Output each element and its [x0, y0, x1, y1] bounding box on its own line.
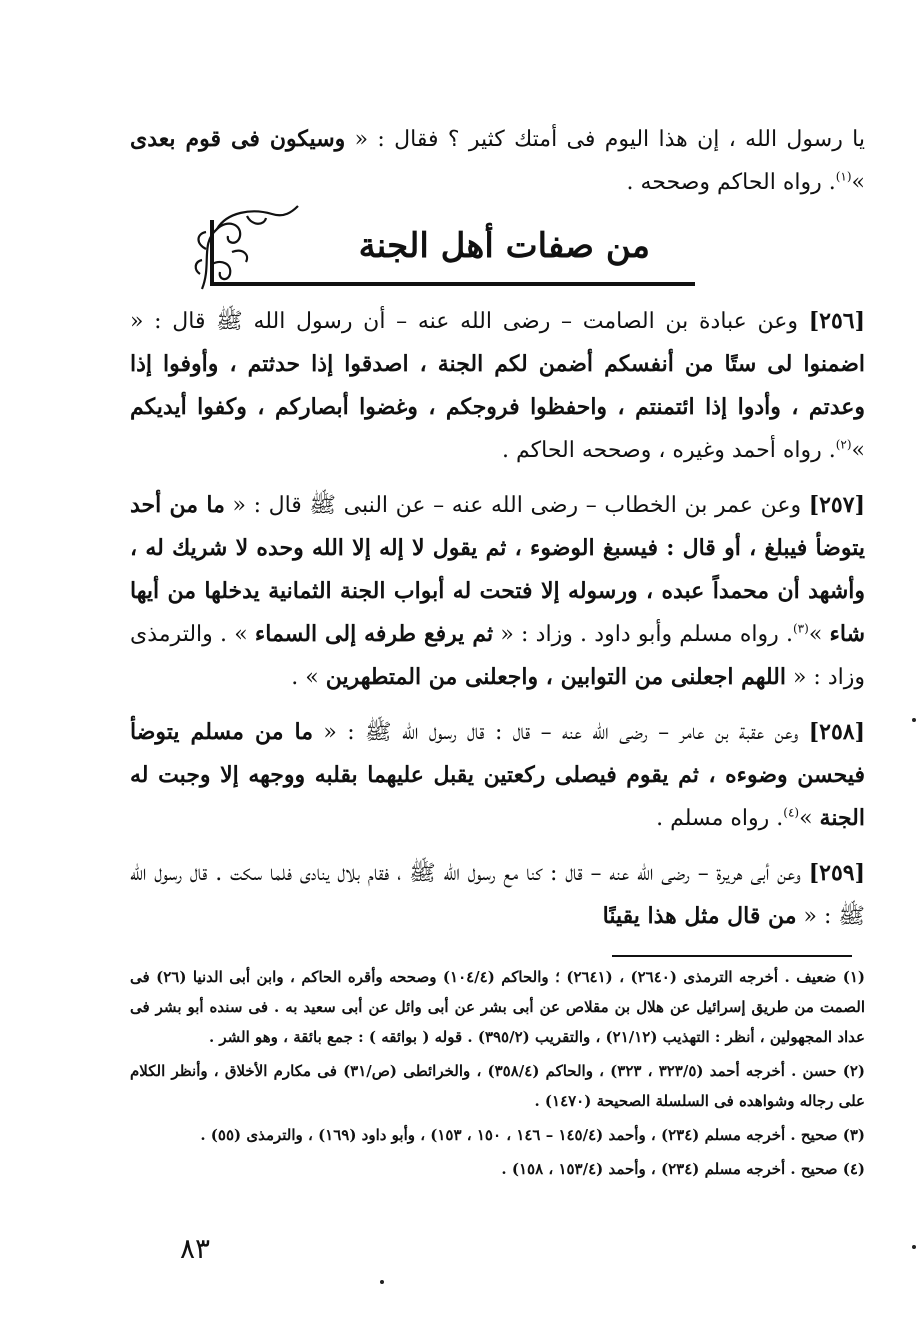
hadith-chain: وعن أبى هريرة – رضى الله عنه – قال : كنا مع رسول الله ﷺ ، فقام بلال ينادى فلما سكت . قال رسول الله ﷺ : « — [130, 861, 865, 929]
footnote-3: (٣) صحيح . أخرجه مسلم (٢٣٤) ، وأحمد (١٤٥/٤ – ١٤٦ ، ١٥٠ ، ١٥٣) ، وأبو داود (١٦٩) ، والترمذى (٥٥) . — [200, 1126, 865, 1144]
hadith-257 — [130, 484, 865, 699]
hadith-259 — [130, 852, 865, 938]
page-number: ٨٣ — [180, 1232, 211, 1265]
footnote-ref-2: (٢) — [835, 437, 852, 452]
footnote-ref-1: (١) — [835, 169, 852, 184]
hadith-chain: وعن عبادة بن الصامت – رضى الله عنه – أن رسول الله ﷺ قال : « — [130, 309, 809, 334]
quote-close: » — [851, 438, 865, 463]
intro-source: . رواه الحاكم وصححه . — [626, 170, 836, 195]
intro-quote-close: » — [851, 170, 865, 195]
section-heading-block — [130, 210, 865, 292]
hadith-text: اضمنوا لى ستًا من أنفسكم أضمن لكم الجنة ، اصدقوا إذا حدثتم ، وأوفوا إذا وعدتم ، وأدوا إذا ائتمنتم ، واحفظوا فروجكم ، وغضوا أبصاركم ، وكفوا أيديكم — [130, 351, 865, 420]
hadith-source: . رواه مسلم وأبو داود . وزاد : « — [493, 622, 793, 647]
footnote-ref-4: (٤) — [783, 805, 800, 820]
scan-speck — [380, 1280, 384, 1284]
scan-speck — [912, 1245, 916, 1249]
hadith-chain: وعن عمر بن الخطاب – رضى الله عنه – عن النبى ﷺ قال : « — [224, 493, 809, 518]
hadith-258 — [130, 711, 865, 840]
quote-close: » . — [291, 665, 326, 690]
scan-speck — [912, 718, 916, 722]
hadith-text: ما من مسلم يتوضأ فيحسن وضوءه ، ثم يقوم فيصلى ركعتين يقبل عليهما بقلبه ووجهه إلا وجبت له الجنة — [130, 719, 865, 831]
hadith-text: ما من أحد يتوضأ فيبلغ ، أو قال : فيسبغ الوضوء ، ثم يقول لا إله إلا الله وحده لا شريك له ، وأشهد أن محمداً عبده ، ورسوله إلا فتحت له أبواب الجنة الثمانية يدخلها من أيها شاء — [130, 492, 865, 647]
hadith-addition: ثم يرفع طرفه إلى السماء — [254, 621, 494, 647]
footnotes — [130, 962, 865, 1188]
footnote-2: (٢) حسن . أخرجه أحمد (٣٢٣/٥ ، ٣٢٣) ، والحاكم (٣٥٨/٤) ، والخرائطى (ص/٣١) فى مكارم الأخلاق ، وأنظر الكلام على رجاله وشواهده فى السلسلة الصحيحة (١٤٧٠) . — [130, 1062, 866, 1110]
quote-close: » — [808, 622, 830, 647]
hadith-number: [٢٥٧] — [808, 492, 865, 518]
hadith-source: . رواه أحمد وغيره ، وصححه الحاكم . — [502, 438, 836, 463]
hadith-addition-2: اللهم اجعلنى من التوابين ، واجعلنى من المتطهرين — [325, 664, 786, 690]
hadith-number: [٢٥٦] — [808, 308, 865, 334]
section-title: من صفات أهل الجنة — [358, 226, 650, 266]
quote-close: » — [799, 806, 820, 831]
footnote-1: (١) ضعيف . أخرجه الترمذى (٢٦٤٠) ، (٢٦٤١) ؛ والحاكم (١٠٤/٤) وصححه وأقره الحاكم ، وابن أبى الدنيا (٢٦) فى الصمت من طريق إسرائيل عن هلال بن مقلاص عن أبى بشر عن أبى وائل عن أبى سعيد به . فى سنده أبو بشر فى عداد المجهولين ، أنظر : التهذيب (٢١/١٢) ، والتقريب (٣٩٥/٢) . قوله ( بوائقه ) : جمع بائقة ، وهو الشر . — [130, 968, 865, 1046]
hadith-256 — [130, 300, 865, 472]
footnote-4: (٤) صحيح . أخرجه مسلم (٢٣٤) ، وأحمد (١٥٣/٤ ، ١٥٨) . — [501, 1160, 865, 1178]
hadith-chain: وعن عقبة بن عامر – رضى الله عنه – قال : قال رسول الله ﷺ : « — [313, 720, 809, 745]
hadith-number: [٢٥٩] — [808, 860, 865, 886]
hadith-number: [٢٥٨] — [808, 719, 866, 745]
intro-text: يا رسول الله ، إن هذا اليوم فى أمتك كثير ؟ فقال : « — [345, 127, 865, 152]
intro-paragraph — [130, 118, 865, 204]
floral-ornament-icon — [192, 204, 302, 294]
hadith-text: من قال مثل هذا يقينًا — [602, 903, 797, 929]
hadith-source: . رواه مسلم . — [656, 806, 784, 831]
main-text — [130, 118, 865, 938]
footnote-separator — [612, 955, 852, 957]
intro-hadith-quote: وسيكون فى قوم بعدى — [130, 126, 346, 152]
footnote-ref-3: (٣) — [792, 621, 809, 636]
hadith-source-2: » . والترمذى وزاد : « — [130, 622, 865, 690]
